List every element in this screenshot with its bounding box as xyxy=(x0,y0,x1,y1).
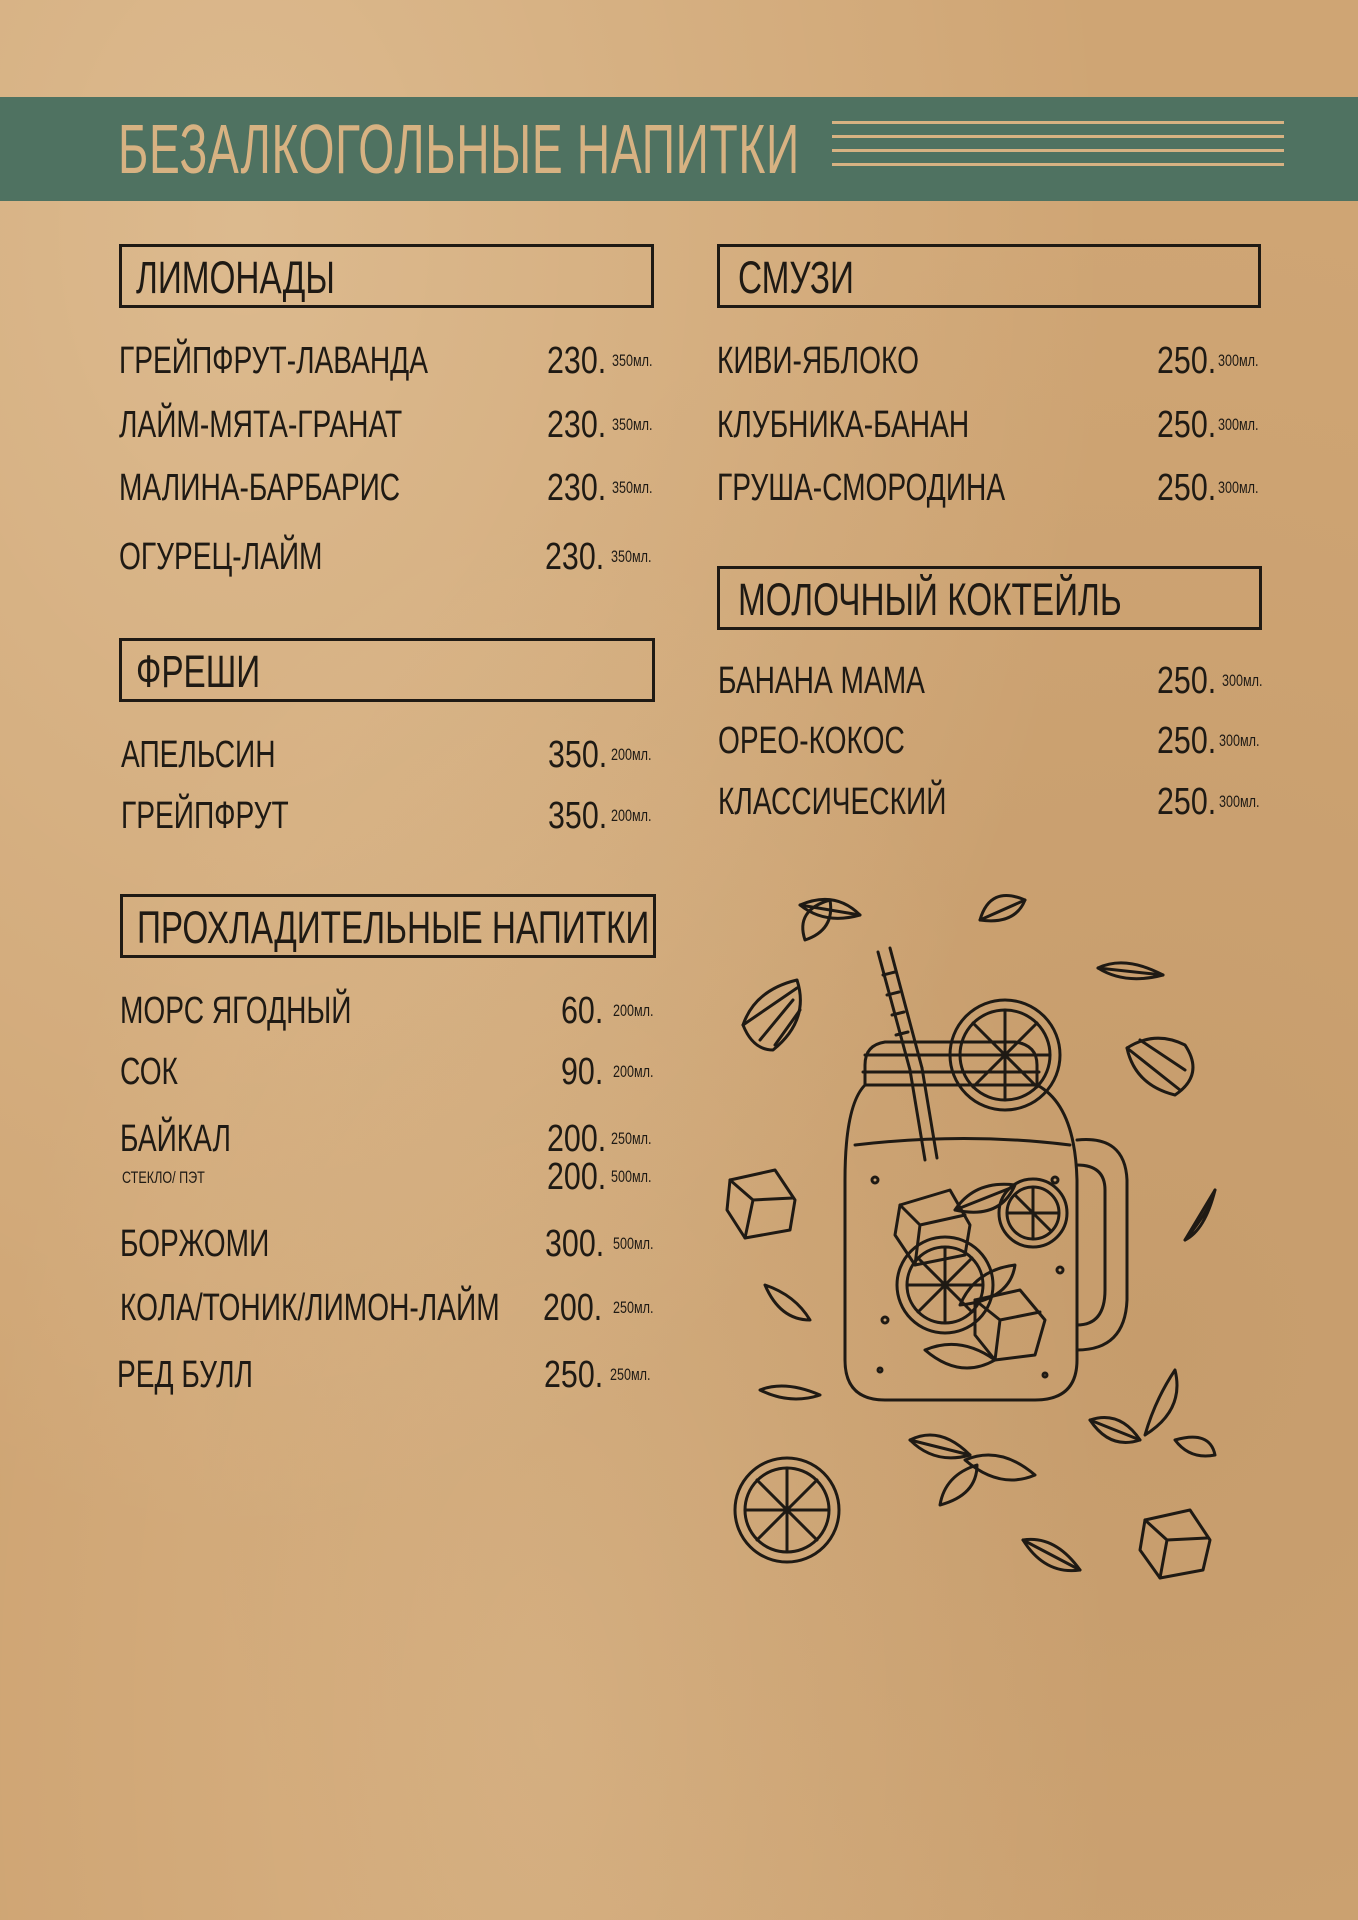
menu-item xyxy=(120,1283,660,1333)
item-price: 90. xyxy=(561,1051,604,1093)
item-volume: 500мл. xyxy=(611,1167,652,1186)
section-smoothies-header xyxy=(717,244,1261,308)
item-name: МОРС ЯГОДНЫЙ xyxy=(120,990,352,1032)
item-price: 300. xyxy=(545,1223,605,1265)
item-price: 60. xyxy=(561,990,604,1032)
menu-item xyxy=(717,336,1267,386)
item-volume: 350мл. xyxy=(611,547,652,566)
section-soft-drinks-header xyxy=(120,894,656,958)
section-fresh-header xyxy=(119,638,655,702)
menu-item xyxy=(119,336,659,386)
item-name: ГРЕЙПФРУТ-ЛАВАНДА xyxy=(119,340,428,382)
item-volume: 200мл. xyxy=(611,806,652,825)
item-price: 250. xyxy=(1157,340,1217,382)
item-name: СОК xyxy=(120,1051,178,1093)
item-volume: 300мл. xyxy=(1222,671,1263,690)
page-title: БЕЗАЛКОГОЛЬНЫЕ НАПИТКИ xyxy=(118,110,800,188)
item-name: БОРЖОМИ xyxy=(120,1223,270,1265)
item-name: РЕД БУЛЛ xyxy=(117,1354,254,1396)
item-volume: 250мл. xyxy=(613,1298,654,1317)
item-name: ОРЕО-КОКОС xyxy=(718,720,905,762)
item-name: КЛАССИЧЕСКИЙ xyxy=(718,781,947,823)
item-price: 230. xyxy=(547,340,607,382)
menu-item xyxy=(117,1350,657,1400)
menu-item xyxy=(119,532,659,582)
item-price: 250. xyxy=(1157,467,1217,509)
menu-item xyxy=(717,463,1267,513)
menu-item xyxy=(121,791,661,841)
menu-item xyxy=(120,1219,660,1269)
section-milkshakes-header xyxy=(717,566,1262,630)
item-price: 230. xyxy=(545,536,605,578)
section-lemonades-header xyxy=(119,244,654,308)
item-name: ОГУРЕЦ-ЛАЙМ xyxy=(119,536,323,578)
item-price: 200. xyxy=(547,1156,607,1198)
item-name: КИВИ-ЯБЛОКО xyxy=(717,340,919,382)
menu-item xyxy=(119,463,659,513)
item-volume: 300мл. xyxy=(1218,351,1259,370)
menu-item xyxy=(120,1047,660,1097)
item-name: АПЕЛЬСИН xyxy=(121,734,276,776)
lemonade-jar-icon xyxy=(715,880,1235,1600)
item-volume: 300мл. xyxy=(1218,478,1259,497)
item-price: 200. xyxy=(547,1118,607,1160)
item-volume: 300мл. xyxy=(1219,731,1260,750)
menu-item xyxy=(120,986,660,1036)
item-price: 250. xyxy=(1157,781,1217,823)
item-name: КОЛА/ТОНИК/ЛИМОН-ЛАЙМ xyxy=(120,1287,500,1329)
menu-item xyxy=(718,656,1268,706)
item-volume: 300мл. xyxy=(1218,415,1259,434)
menu-item-secondary-price xyxy=(120,1152,660,1202)
decorative-stripes xyxy=(832,121,1284,177)
item-name: ГРУША-СМОРОДИНА xyxy=(717,467,1006,509)
section-title: МОЛОЧНЫЙ КОКТЕЙЛЬ xyxy=(738,574,1122,625)
menu-item xyxy=(121,730,661,780)
item-volume: 500мл. xyxy=(613,1234,654,1253)
item-price: 350. xyxy=(548,734,608,776)
item-name: ЛАЙМ-МЯТА-ГРАНАТ xyxy=(119,404,403,446)
item-price: 350. xyxy=(548,795,608,837)
section-title: ФРЕШИ xyxy=(136,646,261,697)
menu-item xyxy=(718,777,1268,827)
section-title: ЛИМОНАДЫ xyxy=(136,252,335,303)
item-name: ГРЕЙПФРУТ xyxy=(121,795,289,837)
item-volume: 200мл. xyxy=(611,745,652,764)
section-title: СМУЗИ xyxy=(738,252,854,303)
item-name: БАНАНА МАМА xyxy=(718,660,925,702)
item-volume: 200мл. xyxy=(613,1062,654,1081)
item-volume: 350мл. xyxy=(612,478,653,497)
menu-item xyxy=(119,400,659,450)
item-price: 200. xyxy=(543,1287,603,1329)
menu-item xyxy=(718,716,1268,766)
item-price: 250. xyxy=(1157,660,1217,702)
item-price: 230. xyxy=(547,404,607,446)
header-band xyxy=(0,97,1358,201)
item-name: КЛУБНИКА-БАНАН xyxy=(717,404,970,446)
item-volume: 300мл. xyxy=(1219,792,1260,811)
item-volume: 350мл. xyxy=(612,351,653,370)
item-price: 250. xyxy=(544,1354,604,1396)
item-volume: 350мл. xyxy=(612,415,653,434)
item-note: СТЕКЛО/ ПЭТ xyxy=(122,1168,205,1187)
item-name: МАЛИНА-БАРБАРИС xyxy=(119,467,401,509)
section-title: ПРОХЛАДИТЕЛЬНЫЕ НАПИТКИ xyxy=(137,902,650,953)
item-price: 250. xyxy=(1157,404,1217,446)
item-price: 250. xyxy=(1157,720,1217,762)
item-volume: 200мл. xyxy=(613,1001,654,1020)
item-volume: 250мл. xyxy=(610,1365,651,1384)
item-price: 230. xyxy=(547,467,607,509)
menu-item xyxy=(717,400,1267,450)
item-volume: 250мл. xyxy=(611,1129,652,1148)
item-name: БАЙКАЛ xyxy=(120,1118,232,1160)
